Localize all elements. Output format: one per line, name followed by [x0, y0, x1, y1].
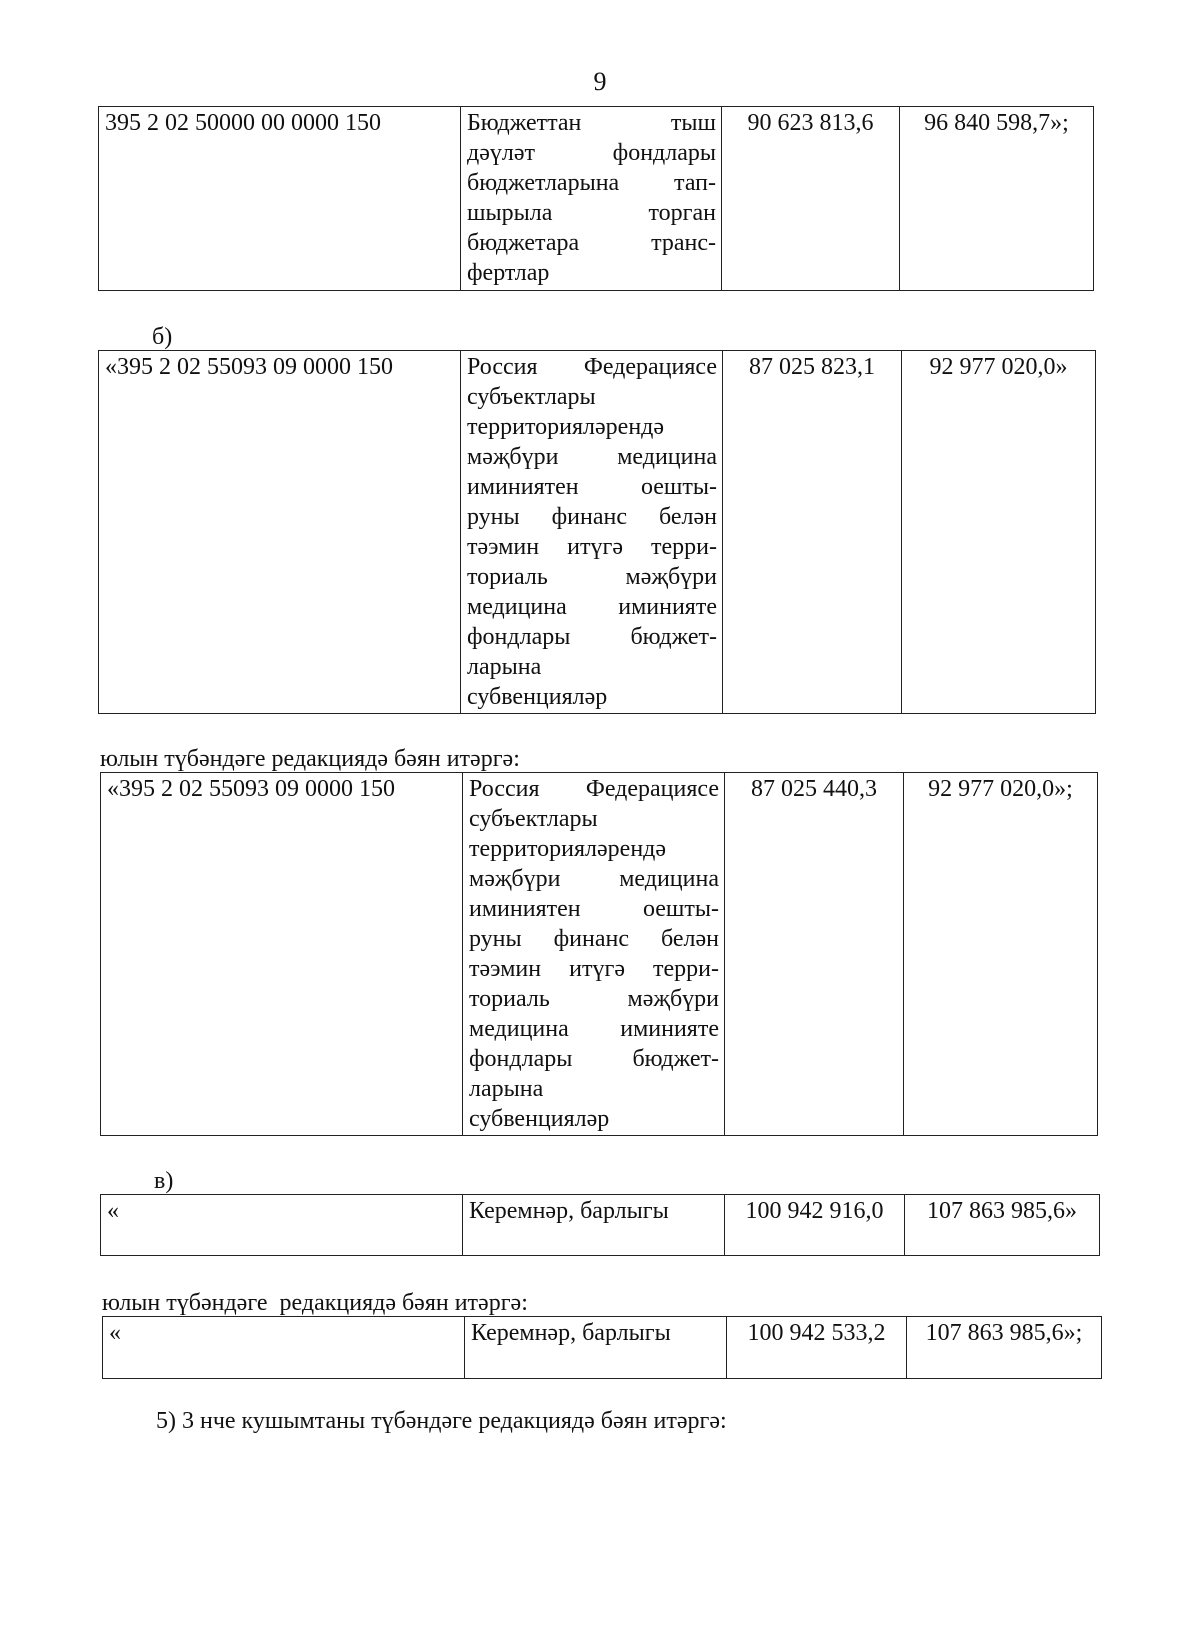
description-line: шырыла торган: [467, 200, 716, 226]
value-1-cell: 87 025 823,1: [723, 351, 902, 714]
item-5-instruction: 5) 3 нче кушымтаны түбәндәге редакциядә бәян итәргә:: [156, 1408, 727, 1434]
description-line: ториаль мәҗбүри: [469, 986, 719, 1012]
value-1-cell: 100 942 916,0: [725, 1195, 905, 1256]
value-2-cell: 92 977 020,0»;: [904, 773, 1098, 1136]
description-line: тәэмин итүгә терри-: [469, 956, 719, 982]
description-line: фертлар: [467, 260, 550, 286]
budget-code-cell: «: [101, 1195, 463, 1256]
replacement-instruction-1: юлын түбәндәге редакциядә бәян итәргә:: [100, 746, 520, 772]
table-c: [100, 772, 1098, 1136]
budget-code-cell: «395 2 02 55093 09 0000 150: [101, 773, 463, 1136]
description-line: Россия Федерациясе: [467, 354, 717, 380]
value-1-cell: 100 942 533,2: [727, 1317, 907, 1379]
description-line: ларына: [467, 654, 542, 680]
value-2-cell: 92 977 020,0»: [902, 351, 1096, 714]
value-1-cell: 90 623 813,6: [722, 107, 900, 291]
budget-code-cell: «: [103, 1317, 465, 1379]
description-line: мәҗбүри медицина: [469, 866, 719, 892]
value-1-cell: 87 025 440,3: [725, 773, 904, 1136]
budget-code-cell: 395 2 02 50000 00 0000 150: [99, 107, 461, 291]
value-2-cell: 107 863 985,6»: [905, 1195, 1100, 1256]
description-cell: Керемнәр, барлыгы: [463, 1195, 725, 1256]
budget-code-cell: «395 2 02 55093 09 0000 150: [99, 351, 461, 714]
description-cell: Керемнәр, барлыгы: [465, 1317, 727, 1379]
description-line: фондлары бюджет-: [467, 624, 717, 650]
description-cell: [461, 351, 723, 714]
description-line: Бюджеттан тыш: [467, 110, 716, 136]
description-line: субвенцияләр: [467, 684, 608, 710]
table-d: [100, 1194, 1100, 1256]
description-line: территорияләрендә: [467, 414, 665, 440]
description-line: тәэмин итүгә терри-: [467, 534, 717, 560]
table-b: [98, 350, 1096, 714]
value-2-cell: 96 840 598,7»;: [900, 107, 1094, 291]
description-line: ларына: [469, 1076, 544, 1102]
table-e: [102, 1316, 1102, 1379]
replacement-instruction-2: юлын түбәндәге редакциядә бәян итәргә:: [102, 1290, 528, 1316]
description-line: бюджетларына тап-: [467, 170, 716, 196]
table-row: [99, 107, 1094, 291]
value-2-cell: 107 863 985,6»;: [907, 1317, 1102, 1379]
table-row: [103, 1317, 1102, 1379]
description-line: фондлары бюджет-: [469, 1046, 719, 1072]
description-line: руны финанс белән: [469, 926, 719, 952]
description-line: иминиятен оешты-: [469, 896, 719, 922]
label-v: в): [154, 1168, 174, 1194]
description-cell: [461, 107, 722, 291]
description-line: руны финанс белән: [467, 504, 717, 530]
label-b: б): [152, 324, 173, 350]
description-cell: [463, 773, 725, 1136]
description-line: субъектлары: [467, 384, 596, 410]
description-line: субвенцияләр: [469, 1106, 610, 1132]
description-line: медицина иминияте: [467, 594, 717, 620]
page-number: 9: [593, 67, 607, 96]
description-line: Россия Федерациясе: [469, 776, 719, 802]
description-line: дәүләт фондлары: [467, 140, 716, 166]
description-line: мәҗбүри медицина: [467, 444, 717, 470]
description-line: иминиятен оешты-: [467, 474, 717, 500]
description-line: территорияләрендә: [469, 836, 667, 862]
table-row: [101, 773, 1098, 1136]
description-line: ториаль мәҗбүри: [467, 564, 717, 590]
description-line: субъектлары: [469, 806, 598, 832]
description-line: бюджетара транс-: [467, 230, 716, 256]
description-line: медицина иминияте: [469, 1016, 719, 1042]
table-row: [99, 351, 1096, 714]
table-a: [98, 106, 1094, 291]
table-row: [101, 1195, 1100, 1256]
